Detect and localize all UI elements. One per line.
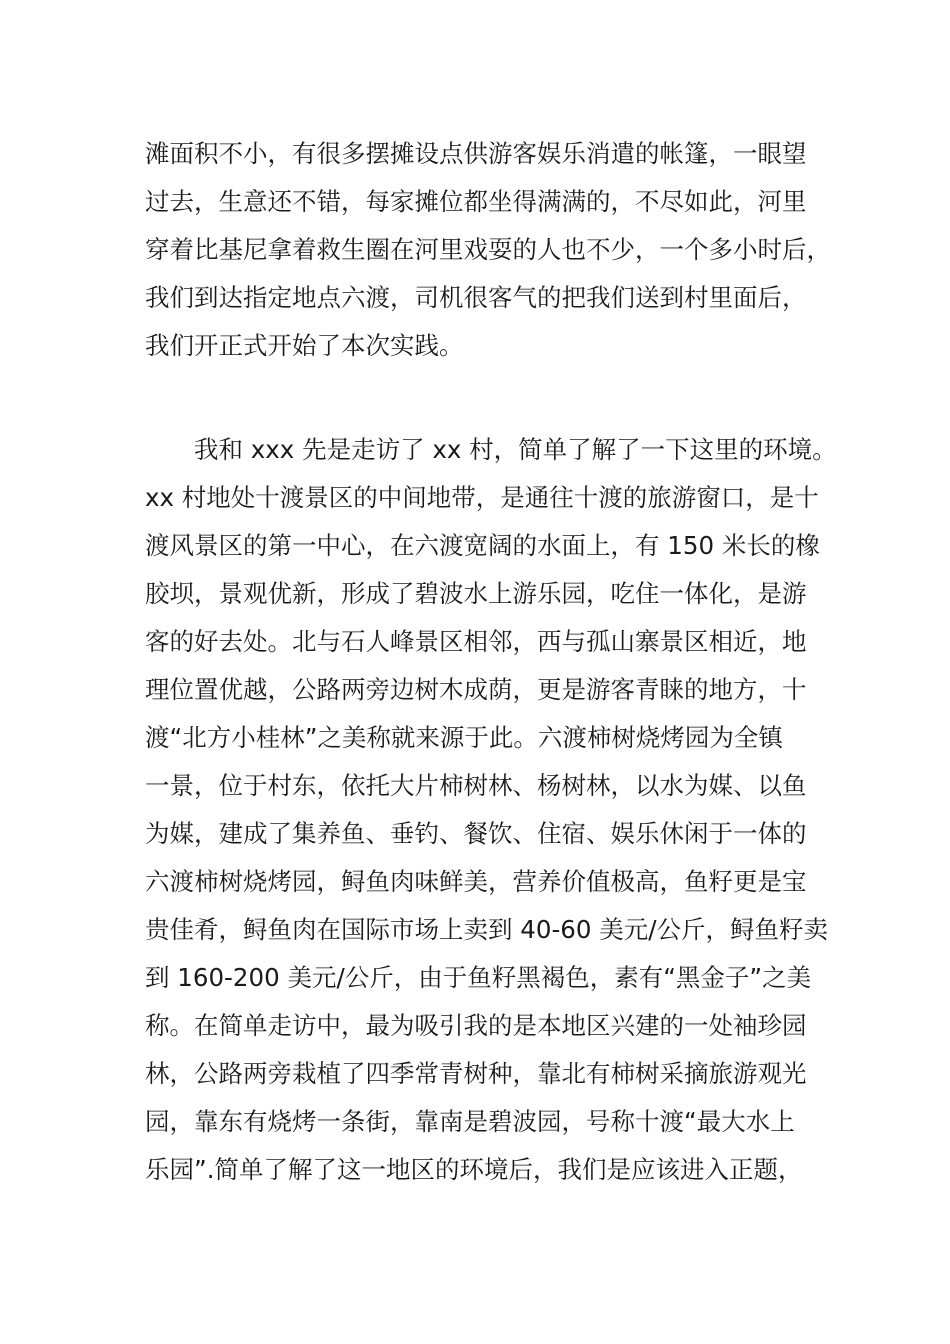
paragraph-2-line: 乐园”.简单了解了这一地区的环境后，我们是应该进入正题，: [145, 1155, 803, 1184]
paragraph-2-line: 六渡柿树烧烤园，鲟鱼肉味鲜美，营养价值极高，鱼籽更是宝: [145, 867, 807, 896]
paragraph-2-line: 到 160-200 美元/公斤，由于鱼籽黑褐色，素有“黑金子”之美: [145, 963, 812, 992]
paragraph-2-line: 渡“北方小桂林”之美称就来源于此。六渡柿树烧烤园为全镇: [145, 723, 783, 752]
paragraph-2-line: xx 村地处十渡景区的中间地带，是通往十渡的旅游窗口，是十: [145, 483, 819, 512]
paragraph-2-line: 贵佳肴，鲟鱼肉在国际市场上卖到 40-60 美元/公斤，鲟鱼籽卖: [145, 915, 829, 944]
paragraph-2-line: 理位置优越，公路两旁边树木成荫，更是游客青睐的地方，十: [145, 675, 807, 704]
paragraph-2-line: 客的好去处。北与石人峰景区相邻，西与孤山寨景区相近，地: [145, 627, 807, 656]
paragraph-1-line: 穿着比基尼拿着救生圈在河里戏耍的人也不少，一个多小时后，: [145, 235, 831, 264]
paragraph-2-line: 渡风景区的第一中心，在六渡宽阔的水面上，有 150 米长的橡: [145, 531, 820, 560]
paragraph-1-line: 过去，生意还不错，每家摊位都坐得满满的，不尽如此，河里: [145, 187, 807, 216]
paragraph-2-line: 园，靠东有烧烤一条街，靠南是碧波园，号称十渡“最大水上: [145, 1107, 795, 1136]
paragraph-2-line: 为媒，建成了集养鱼、垂钓、餐饮、住宿、娱乐休闲于一体的: [145, 819, 807, 848]
paragraph-2-line: 一景，位于村东，依托大片柿树林、杨树林，以水为媒、以鱼: [145, 771, 807, 800]
paragraph-1-line: 我们开正式开始了本次实践。: [145, 331, 464, 360]
paragraph-1-line: 我们到达指定地点六渡，司机很客气的把我们送到村里面后，: [145, 283, 807, 312]
paragraph-2-line: 林，公路两旁栽植了四季常青树种，靠北有柿树采摘旅游观光: [145, 1059, 807, 1088]
paragraph-2-line: 我和 xxx 先是走访了 xx 村，简单了解了一下这里的环境。: [194, 435, 837, 464]
paragraph-2-line: 胶坝，景观优新，形成了碧波水上游乐园，吃住一体化，是游: [145, 579, 807, 608]
paragraph-1-line: 滩面积不小，有很多摆摊设点供游客娱乐消遣的帐篷，一眼望: [145, 139, 807, 168]
paragraph-2-line: 称。在简单走访中，最为吸引我的是本地区兴建的一处袖珍园: [145, 1011, 807, 1040]
